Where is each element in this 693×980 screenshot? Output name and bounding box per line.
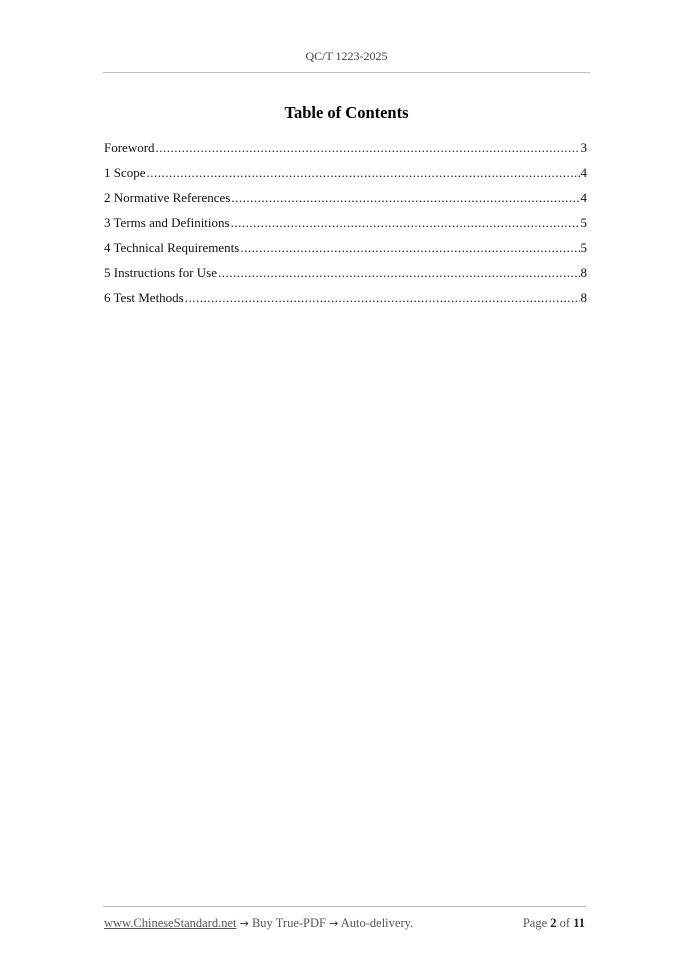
toc-entry-page: 4 [580, 165, 587, 180]
toc-entry-label: 6 Test Methods [104, 290, 184, 305]
toc-dot-leader [231, 214, 580, 232]
toc-entry-scope[interactable] [104, 164, 587, 189]
right-arrow-icon: → [239, 917, 249, 930]
right-arrow-icon: → [329, 917, 339, 930]
toc-entry-label: Foreword [104, 140, 155, 155]
current-page-number: 2 [550, 916, 557, 930]
toc-dot-leader [231, 189, 579, 207]
document-number-header: QC/T 1223-2025 [305, 49, 388, 63]
toc-dot-leader [185, 289, 580, 307]
toc-entry-label: 5 Instructions for Use [104, 265, 218, 280]
toc-entry-label: 3 Terms and Definitions [104, 215, 230, 230]
toc-entry-technical-requirements[interactable] [104, 239, 587, 264]
toc-entry-instructions-for-use[interactable] [104, 264, 587, 289]
footer-promo [104, 916, 413, 931]
toc-entry-test-methods[interactable] [104, 289, 587, 314]
header-divider [103, 72, 590, 73]
page-indicator [523, 916, 585, 931]
total-pages-number: 11 [573, 916, 585, 930]
toc-dot-leader [147, 164, 580, 182]
toc-dot-leader [240, 239, 579, 257]
toc-dot-leader [218, 264, 579, 282]
toc-entry-page: 5 [580, 215, 587, 230]
toc-entry-page: 8 [580, 290, 587, 305]
toc-dot-leader [156, 139, 580, 157]
delivery-text: Auto-delivery. [340, 916, 414, 930]
footer-divider [103, 906, 586, 907]
toc-entry-terms-and-definitions[interactable] [104, 214, 587, 239]
toc-entry-label: 1 Scope [104, 165, 146, 180]
toc-entry-normative-references[interactable] [104, 189, 587, 214]
toc-entry-page: 5 [580, 240, 587, 255]
buy-text: Buy True-PDF [251, 916, 326, 930]
toc-entry-page: 4 [580, 190, 587, 205]
toc-list [104, 139, 587, 314]
toc-entry-foreword[interactable] [104, 139, 587, 164]
of-word: of [559, 916, 571, 930]
toc-entry-label: 2 Normative References [104, 190, 231, 205]
toc-entry-page: 3 [580, 140, 587, 155]
toc-entry-label: 4 Technical Requirements [104, 240, 240, 255]
toc-entry-page: 8 [580, 265, 587, 280]
toc-title: Table of Contents [284, 103, 409, 122]
page-word: Page [522, 916, 548, 930]
site-link[interactable]: www.ChineseStandard.net [104, 916, 237, 930]
